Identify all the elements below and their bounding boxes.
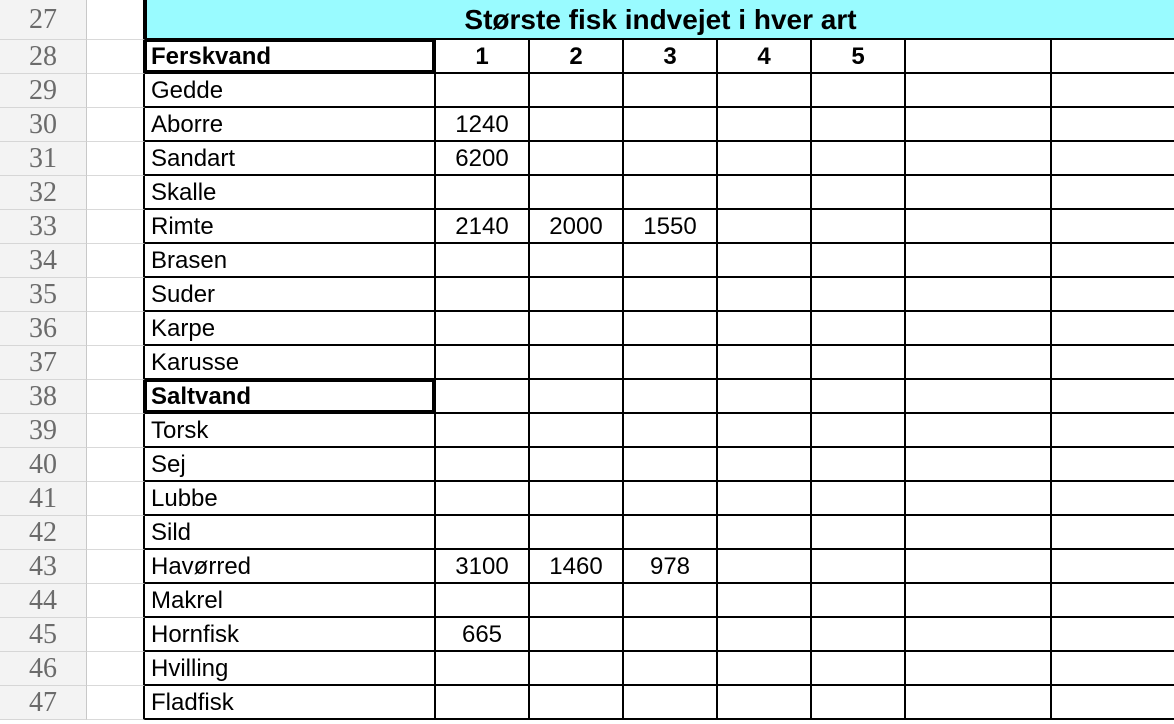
cell-col-a[interactable] (87, 244, 145, 278)
table-row (0, 550, 1174, 584)
weight-cell[interactable]: 2000 (530, 210, 624, 244)
weight-cell[interactable] (1052, 448, 1174, 482)
row-header[interactable]: 30 (0, 108, 87, 142)
weight-cell[interactable] (718, 448, 812, 482)
weight-cell[interactable] (530, 312, 624, 346)
weight-cell[interactable] (1052, 108, 1174, 142)
weight-cell[interactable] (624, 516, 718, 550)
weight-cell[interactable] (624, 312, 718, 346)
weight-cell[interactable]: 978 (624, 550, 718, 584)
cell-col-a[interactable] (87, 0, 145, 40)
weight-cell[interactable] (624, 686, 718, 720)
table-row (0, 652, 1174, 686)
weight-cell[interactable] (624, 108, 718, 142)
weight-cell[interactable] (530, 278, 624, 312)
weight-cell[interactable] (812, 346, 906, 380)
weight-cell[interactable] (1052, 686, 1174, 720)
table-row (0, 482, 1174, 516)
weight-cell[interactable]: 3100 (436, 550, 530, 584)
weight-cell[interactable] (906, 210, 1052, 244)
sheet-title-cell[interactable]: Største fisk indvejet i hver art (145, 0, 1174, 40)
weight-cell[interactable] (436, 584, 530, 618)
weight-cell[interactable] (906, 380, 1052, 414)
weight-cell[interactable] (812, 210, 906, 244)
species-name-cell[interactable]: Sild (145, 516, 436, 550)
weight-cell[interactable] (812, 176, 906, 210)
cell-col-a[interactable] (87, 176, 145, 210)
weight-cell[interactable] (1052, 142, 1174, 176)
weight-cell[interactable] (436, 176, 530, 210)
species-name-cell[interactable]: Fladfisk (145, 686, 436, 720)
weight-cell[interactable] (1052, 346, 1174, 380)
weight-cell[interactable]: 6200 (436, 142, 530, 176)
weight-cell[interactable] (1052, 74, 1174, 108)
row-header[interactable]: 37 (0, 346, 87, 380)
table-row (0, 380, 1174, 414)
weight-cell[interactable]: 1240 (436, 108, 530, 142)
weight-cell[interactable] (906, 550, 1052, 584)
cell-col-a[interactable] (87, 278, 145, 312)
row-header[interactable]: 41 (0, 482, 87, 516)
weight-cell[interactable] (436, 278, 530, 312)
table-row (0, 584, 1174, 618)
weight-cell[interactable] (624, 584, 718, 618)
species-name-cell[interactable]: Hornfisk (145, 618, 436, 652)
weight-cell[interactable] (906, 686, 1052, 720)
weight-cell[interactable] (1052, 584, 1174, 618)
table-row (0, 176, 1174, 210)
weight-cell[interactable] (812, 516, 906, 550)
table-row (0, 312, 1174, 346)
weight-cell[interactable] (624, 346, 718, 380)
weight-cell[interactable] (718, 142, 812, 176)
cell-col-a[interactable] (87, 40, 145, 74)
weight-cell[interactable] (906, 176, 1052, 210)
weight-cell[interactable] (906, 482, 1052, 516)
cell-col-a[interactable] (87, 550, 145, 584)
weight-cell[interactable] (718, 108, 812, 142)
row-header[interactable]: 29 (0, 74, 87, 108)
weight-cell[interactable] (624, 414, 718, 448)
table-row (0, 516, 1174, 550)
weight-cell[interactable] (718, 278, 812, 312)
weight-cell[interactable] (1052, 414, 1174, 448)
table-row (0, 448, 1174, 482)
section-label-ferskvand[interactable]: Ferskvand (145, 40, 436, 74)
row-header[interactable]: 46 (0, 652, 87, 686)
weight-cell[interactable] (1052, 516, 1174, 550)
cell-col-a[interactable] (87, 312, 145, 346)
row-header[interactable]: 40 (0, 448, 87, 482)
row-header[interactable]: 32 (0, 176, 87, 210)
weight-cell[interactable] (436, 414, 530, 448)
weight-cell[interactable] (718, 414, 812, 448)
table-row (0, 686, 1174, 720)
weight-cell[interactable] (624, 482, 718, 516)
weight-cell[interactable]: 2140 (436, 210, 530, 244)
cell-col-a[interactable] (87, 210, 145, 244)
weight-cell[interactable] (812, 414, 906, 448)
column-header[interactable]: 5 (812, 40, 906, 74)
species-name-cell[interactable]: Sandart (145, 142, 436, 176)
weight-cell[interactable] (812, 584, 906, 618)
weight-cell[interactable] (906, 346, 1052, 380)
weight-cell[interactable] (436, 380, 530, 414)
weight-cell[interactable] (906, 74, 1052, 108)
species-name-cell[interactable]: Karusse (145, 346, 436, 380)
row-header[interactable]: 31 (0, 142, 87, 176)
weight-cell[interactable] (1052, 550, 1174, 584)
species-name-cell[interactable]: Lubbe (145, 482, 436, 516)
column-header[interactable]: 1 (436, 40, 530, 74)
weight-cell[interactable] (906, 142, 1052, 176)
weight-cell[interactable] (812, 686, 906, 720)
weight-cell[interactable] (1052, 380, 1174, 414)
weight-cell[interactable] (624, 244, 718, 278)
weight-cell[interactable] (530, 686, 624, 720)
row-header[interactable]: 43 (0, 550, 87, 584)
weight-cell[interactable] (530, 380, 624, 414)
weight-cell[interactable] (812, 652, 906, 686)
weight-cell[interactable] (906, 244, 1052, 278)
weight-cell[interactable] (436, 482, 530, 516)
column-header[interactable]: 4 (718, 40, 812, 74)
weight-cell[interactable] (812, 550, 906, 584)
cell-col-a[interactable] (87, 448, 145, 482)
weight-cell[interactable] (906, 312, 1052, 346)
weight-cell[interactable] (530, 108, 624, 142)
cell-col-a[interactable] (87, 652, 145, 686)
weight-cell[interactable] (624, 278, 718, 312)
section-label-saltvand[interactable]: Saltvand (145, 380, 436, 414)
weight-cell[interactable] (812, 618, 906, 652)
weight-cell[interactable] (1052, 278, 1174, 312)
cell-col-a[interactable] (87, 516, 145, 550)
weight-cell[interactable] (718, 618, 812, 652)
weight-cell[interactable] (718, 346, 812, 380)
weight-cell[interactable] (1052, 482, 1174, 516)
row-header[interactable]: 45 (0, 618, 87, 652)
weight-cell[interactable] (530, 618, 624, 652)
title-row (0, 0, 1174, 40)
weight-cell[interactable] (624, 618, 718, 652)
species-name-cell[interactable]: Brasen (145, 244, 436, 278)
weight-cell[interactable] (530, 448, 624, 482)
weight-cell[interactable] (718, 516, 812, 550)
table-row (0, 142, 1174, 176)
row-header[interactable]: 34 (0, 244, 87, 278)
weight-cell[interactable] (436, 244, 530, 278)
row-header[interactable]: 33 (0, 210, 87, 244)
species-name-cell[interactable]: Aborre (145, 108, 436, 142)
weight-cell[interactable] (530, 244, 624, 278)
weight-cell[interactable] (436, 346, 530, 380)
weight-cell[interactable] (906, 618, 1052, 652)
table-row (0, 210, 1174, 244)
cell-col-a[interactable] (87, 346, 145, 380)
table-row (0, 618, 1174, 652)
weight-cell[interactable] (718, 686, 812, 720)
weight-cell[interactable] (812, 74, 906, 108)
cell-col-a[interactable] (87, 108, 145, 142)
row-header[interactable]: 35 (0, 278, 87, 312)
weight-cell[interactable] (906, 516, 1052, 550)
species-name-cell[interactable]: Torsk (145, 414, 436, 448)
weight-cell[interactable] (906, 414, 1052, 448)
species-name-cell[interactable]: Rimte (145, 210, 436, 244)
cell-col-a[interactable] (87, 414, 145, 448)
table-row (0, 244, 1174, 278)
weight-cell[interactable] (906, 448, 1052, 482)
weight-cell[interactable] (812, 244, 906, 278)
row-header[interactable]: 44 (0, 584, 87, 618)
cell-col-a[interactable] (87, 584, 145, 618)
weight-cell[interactable] (1052, 618, 1174, 652)
species-name-cell[interactable]: Havørred (145, 550, 436, 584)
cell-col-a[interactable] (87, 380, 145, 414)
weight-cell[interactable] (812, 448, 906, 482)
row-header[interactable]: 39 (0, 414, 87, 448)
species-name-cell[interactable]: Karpe (145, 312, 436, 346)
weight-cell[interactable] (812, 380, 906, 414)
row-header[interactable]: 27 (0, 0, 87, 40)
weight-cell[interactable] (906, 652, 1052, 686)
weight-cell[interactable] (436, 652, 530, 686)
weight-cell[interactable] (812, 108, 906, 142)
weight-cell[interactable] (530, 414, 624, 448)
weight-cell[interactable] (624, 448, 718, 482)
weight-cell[interactable] (906, 108, 1052, 142)
weight-cell[interactable] (436, 516, 530, 550)
cell-col-a[interactable] (87, 618, 145, 652)
weight-cell[interactable] (530, 516, 624, 550)
weight-cell[interactable] (812, 482, 906, 516)
weight-cell[interactable]: 1460 (530, 550, 624, 584)
weight-cell[interactable] (718, 176, 812, 210)
species-name-cell[interactable]: Suder (145, 278, 436, 312)
weight-cell[interactable] (718, 244, 812, 278)
weight-cell[interactable] (1052, 210, 1174, 244)
row-header[interactable]: 36 (0, 312, 87, 346)
weight-cell[interactable] (624, 380, 718, 414)
weight-cell[interactable] (530, 584, 624, 618)
species-name-cell[interactable]: Sej (145, 448, 436, 482)
column-header[interactable] (906, 40, 1052, 74)
table-row (0, 74, 1174, 108)
cell-col-a[interactable] (87, 142, 145, 176)
weight-cell[interactable] (624, 142, 718, 176)
weight-cell[interactable] (624, 176, 718, 210)
species-name-cell[interactable]: Skalle (145, 176, 436, 210)
weight-cell[interactable] (624, 652, 718, 686)
weight-cell[interactable] (530, 652, 624, 686)
row-header[interactable]: 38 (0, 380, 87, 414)
weight-cell[interactable] (1052, 312, 1174, 346)
cell-col-a[interactable] (87, 686, 145, 720)
weight-cell[interactable] (530, 482, 624, 516)
weight-cell[interactable] (718, 482, 812, 516)
column-header[interactable]: 3 (624, 40, 718, 74)
weight-cell[interactable] (718, 210, 812, 244)
weight-cell[interactable] (718, 74, 812, 108)
species-name-cell[interactable]: Makrel (145, 584, 436, 618)
table-row (0, 346, 1174, 380)
weight-cell[interactable] (906, 278, 1052, 312)
weight-cell[interactable] (812, 312, 906, 346)
weight-cell[interactable] (624, 74, 718, 108)
weight-cell[interactable] (530, 176, 624, 210)
row-header[interactable]: 42 (0, 516, 87, 550)
weight-cell[interactable]: 1550 (624, 210, 718, 244)
weight-cell[interactable] (436, 686, 530, 720)
column-header[interactable]: 2 (530, 40, 624, 74)
column-header[interactable] (1052, 40, 1174, 74)
weight-cell[interactable] (1052, 244, 1174, 278)
weight-cell[interactable] (530, 142, 624, 176)
weight-cell[interactable] (436, 312, 530, 346)
table-row (0, 108, 1174, 142)
cell-col-a[interactable] (87, 74, 145, 108)
weight-cell[interactable] (718, 652, 812, 686)
species-name-cell[interactable]: Hvilling (145, 652, 436, 686)
weight-cell[interactable] (812, 278, 906, 312)
weight-cell[interactable] (436, 448, 530, 482)
header-row (0, 40, 1174, 74)
weight-cell[interactable] (530, 346, 624, 380)
weight-cell[interactable] (1052, 176, 1174, 210)
weight-cell[interactable] (1052, 652, 1174, 686)
table-row (0, 414, 1174, 448)
table-row (0, 278, 1174, 312)
row-header[interactable]: 28 (0, 40, 87, 74)
weight-cell[interactable] (718, 312, 812, 346)
weight-cell[interactable] (718, 550, 812, 584)
weight-cell[interactable] (906, 584, 1052, 618)
weight-cell[interactable] (436, 74, 530, 108)
weight-cell[interactable]: 665 (436, 618, 530, 652)
cell-col-a[interactable] (87, 482, 145, 516)
weight-cell[interactable] (718, 380, 812, 414)
species-name-cell[interactable]: Gedde (145, 74, 436, 108)
weight-cell[interactable] (812, 142, 906, 176)
weight-cell[interactable] (530, 74, 624, 108)
weight-cell[interactable] (718, 584, 812, 618)
row-header[interactable]: 47 (0, 686, 87, 720)
